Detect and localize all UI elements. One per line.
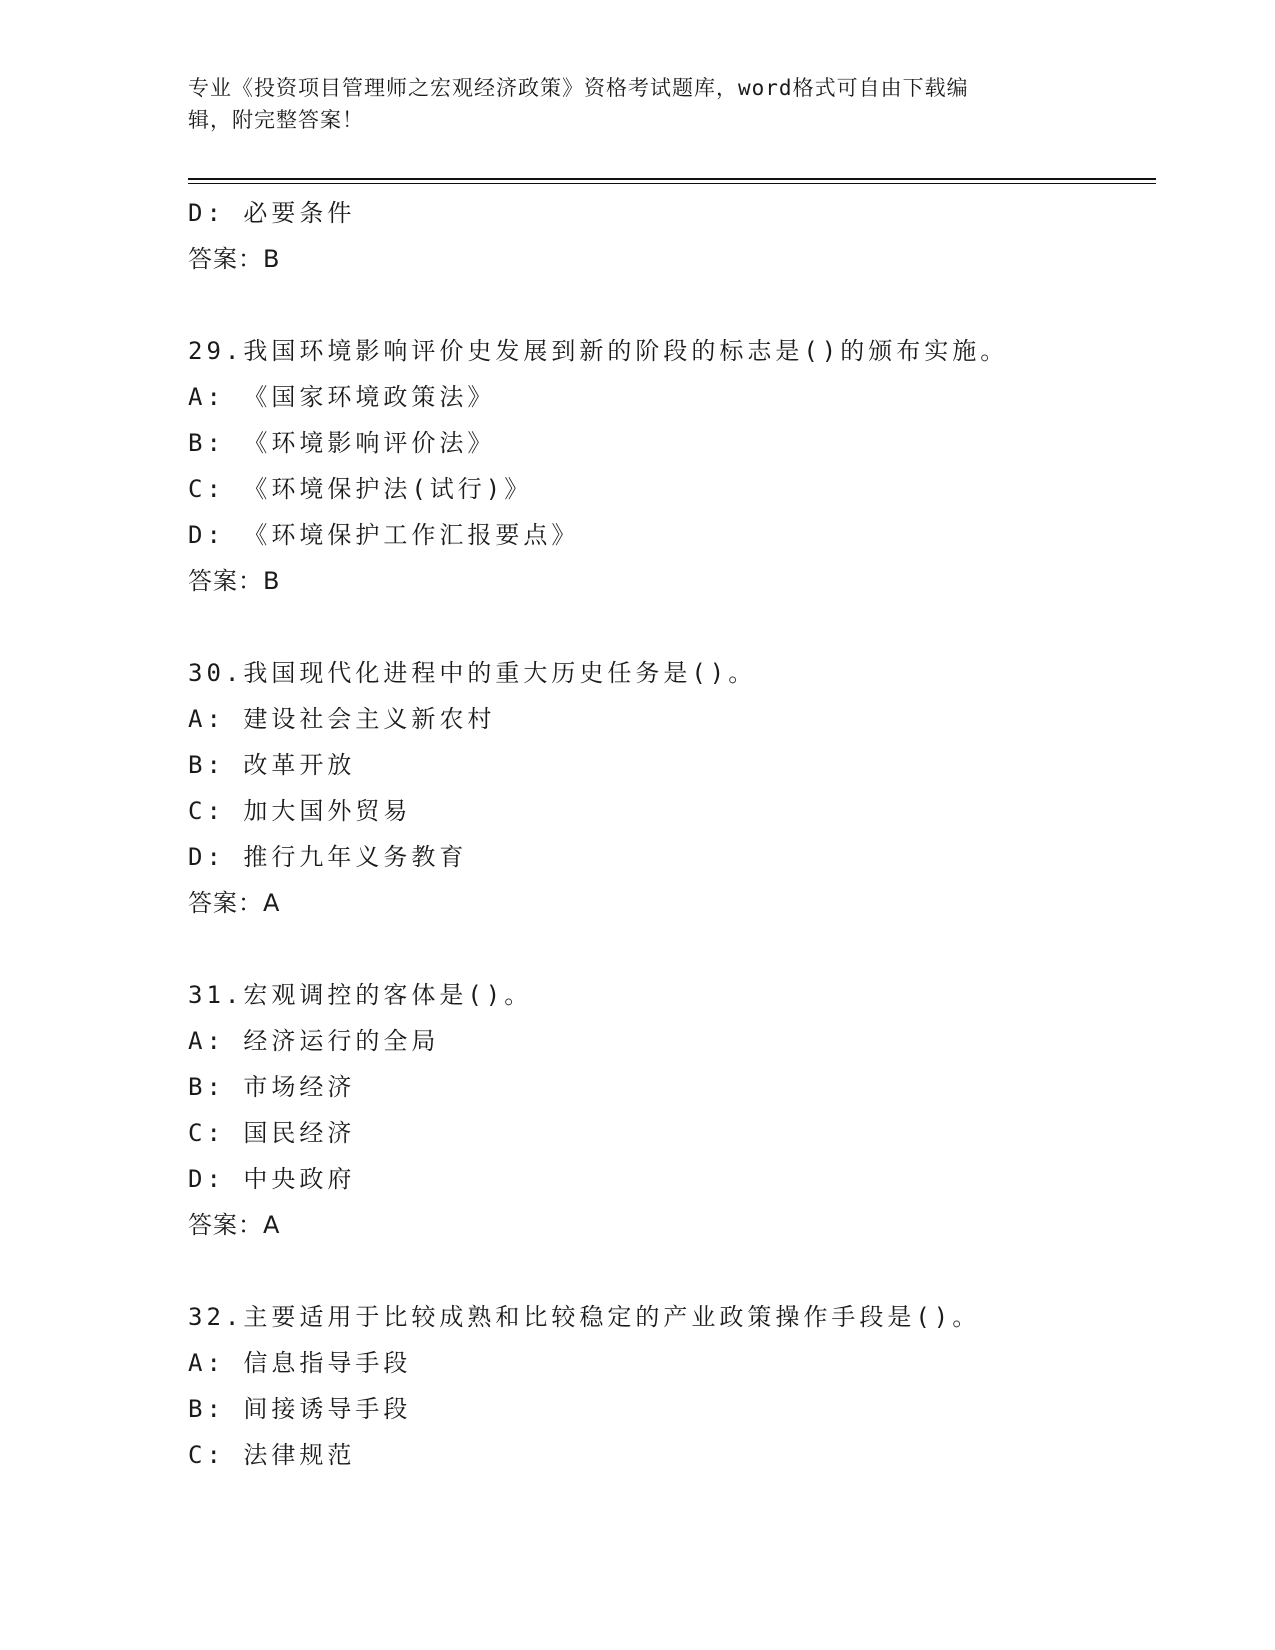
- option-a: A: 信息指导手段: [188, 1349, 412, 1377]
- option-c: C: 加大国外贸易: [188, 797, 412, 825]
- question-stem: 30.我国现代化进程中的重大历史任务是()。: [188, 659, 757, 687]
- spacer: [188, 604, 1148, 650]
- option-b: B: 《环境影响评价法》: [188, 429, 496, 457]
- question-list: [188, 190, 1148, 1478]
- option-a: A: 经济运行的全局: [188, 1027, 440, 1055]
- header-line-1: 专业《投资项目管理师之宏观经济政策》资格考试题库，word格式可自由下载编: [188, 76, 969, 100]
- q28-option-d: D: 必要条件: [188, 199, 356, 227]
- option-d: D: 中央政府: [188, 1165, 356, 1193]
- header-rule-thick: [188, 178, 1156, 180]
- option-c: C: 法律规范: [188, 1441, 356, 1469]
- question-32: [188, 1294, 1148, 1478]
- option-c: C: 国民经济: [188, 1119, 356, 1147]
- document-header: [188, 72, 1088, 136]
- option-d: D: 推行九年义务教育: [188, 843, 468, 871]
- option-c: C: 《环境保护法(试行)》: [188, 475, 533, 503]
- question-stem: 32.主要适用于比较成熟和比较稳定的产业政策操作手段是()。: [188, 1303, 981, 1331]
- option-b: B: 改革开放: [188, 751, 356, 779]
- option-a: A: 建设社会主义新农村: [188, 705, 496, 733]
- q28-answer: 答案：B: [188, 245, 281, 273]
- answer: 答案：A: [188, 889, 281, 917]
- option-d: D: 《环境保护工作汇报要点》: [188, 521, 580, 549]
- option-b: B: 市场经济: [188, 1073, 356, 1101]
- spacer: [188, 282, 1148, 328]
- question-29: [188, 328, 1148, 604]
- answer: 答案：B: [188, 567, 281, 595]
- header-rule-thin: [188, 183, 1156, 184]
- option-b: B: 间接诱导手段: [188, 1395, 412, 1423]
- option-a: A: 《国家环境政策法》: [188, 383, 496, 411]
- header-line-2: 辑，附完整答案！: [188, 108, 364, 132]
- question-stem: 29.我国环境影响评价史发展到新的阶段的标志是()的颁布实施。: [188, 337, 1009, 365]
- answer: 答案：A: [188, 1211, 281, 1239]
- question-stem: 31.宏观调控的客体是()。: [188, 981, 533, 1009]
- spacer: [188, 1248, 1148, 1294]
- question-30: [188, 650, 1148, 926]
- question-31: [188, 972, 1148, 1248]
- spacer: [188, 926, 1148, 972]
